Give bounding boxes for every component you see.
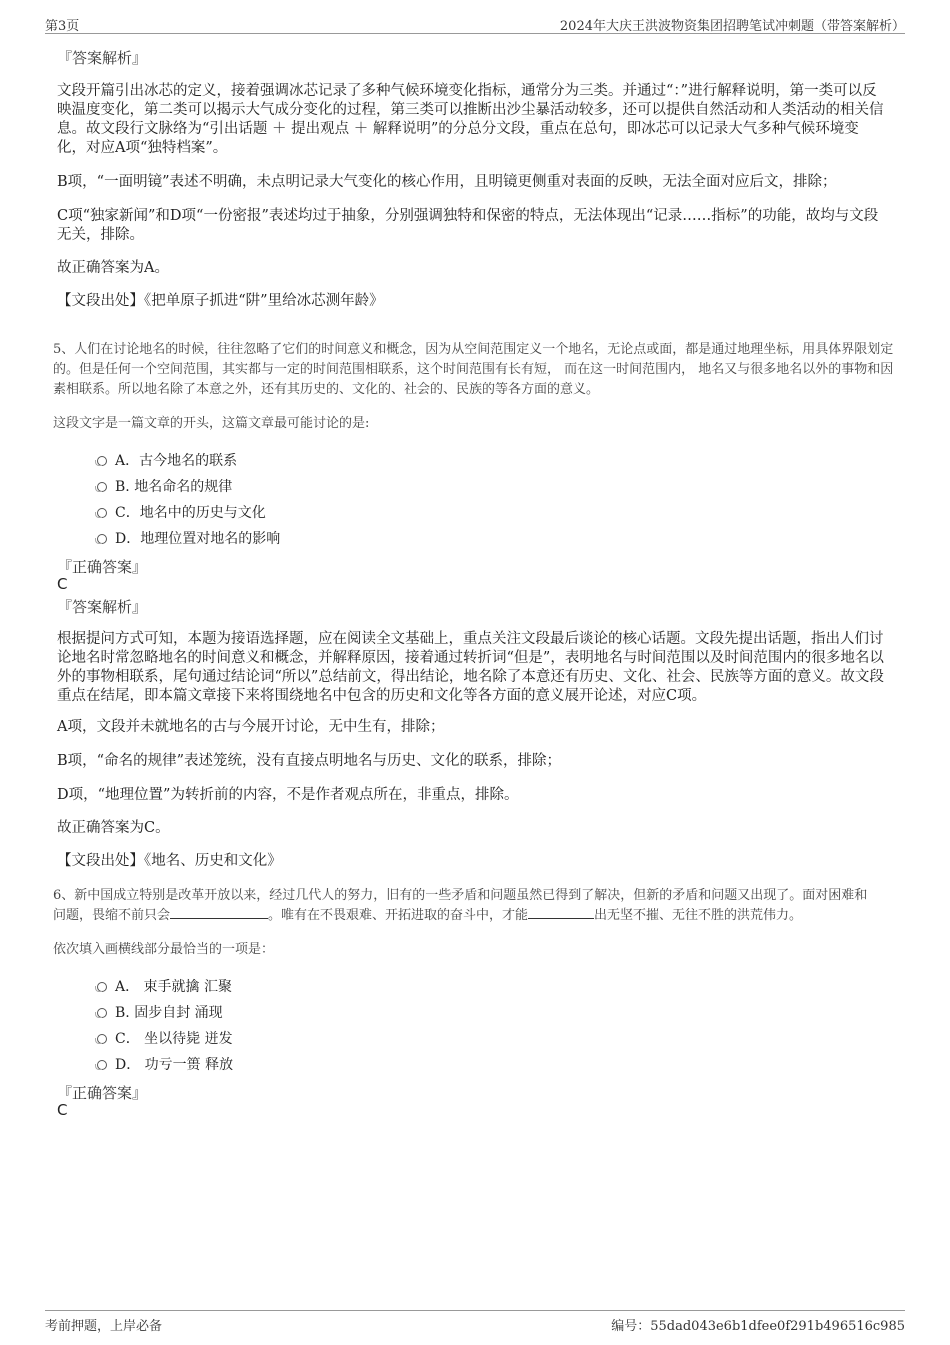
analysis-paragraph: D项，“地理位置”为转折前的内容，不是作者观点所在，非重点，排除。 [57,787,519,803]
option-d[interactable]: D． 功亏一篑 释放 [97,1054,233,1074]
correct-answer-label: 『正确答案』 [57,1084,148,1102]
question-stem: 6、新中国成立特别是改革开放以来，经过几代人的努力，旧有的一些矛盾和问题虽然已得到了解决，但新的矛盾和问题又出现了。面对困难和 问题，畏缩不前只会 。唯有在不畏艰难、开拓进取的奋斗中，才能 出无坚不摧、无往不胜的洪荒伟力。 [53,888,868,923]
analysis-label: 『答案解析』 [57,598,148,616]
option-b[interactable]: B. 固步自封 涌现 [97,1002,223,1022]
fill-blank [528,906,594,919]
radio-icon[interactable] [97,982,107,992]
question-prompt: 这段文字是一篇文章的开头，这篇文章最可能讨论的是: [53,416,370,431]
analysis-paragraph: B项，“一面明镜”表述不明确，未点明记录大气变化的核心作用，且明镜更侧重对表面的反映，无法全面对应后文，排除； [57,174,837,190]
radio-icon[interactable] [97,508,107,518]
radio-icon[interactable] [97,534,107,544]
document-id: 编号：55dad043e6b1dfee0f291b496516c985 [611,1319,905,1334]
option-c[interactable]: C．地名中的历史与文化 [97,502,266,522]
option-a[interactable]: A．古今地名的联系 [97,450,237,470]
fill-blank [170,906,268,919]
option-d[interactable]: D．地理位置对地名的影响 [97,528,280,548]
correct-answer: C [57,1101,68,1119]
radio-icon[interactable] [97,1008,107,1018]
question-stem: 5、人们在讨论地名的时候，往往忽略了它们的时间意义和概念，因为从空间范围定义一个地名，无论点或面，都是通过地理坐标，用具体界限划定的。但是任何一个空间范围，其实都与一定的时间范围相联系，这个时间范围有长有短， 而在这一时间范围内， 地名又与很多地名以外的事物和因素相联系。所以地名除了本意之外，还有其历史的、文化的、社会的、民族的等各方面的意义。 [53,342,894,397]
analysis-paragraph: 文段开篇引出冰芯的定义，接着强调冰芯记录了多种气候环境变化指标，通常分为三类。并通过“：”进行解释说明，第一类可以反映温度变化，第二类可以揭示大气成分变化的过程，第三类可以推断出沙尘暴活动较多，还可以提供自然活动和人类活动的相关信息。故文段行文脉络为“引出话题 ＋ 提出观点 ＋ 解释说明”的分总分文段，重点在总句，即冰芯可以记录大气多种气候环境变化，对应A项“独特档案”。 [57,83,884,156]
option-a[interactable]: A． 束手就擒 汇聚 [97,976,232,996]
radio-icon[interactable] [97,456,107,466]
page-header [45,13,905,34]
option-c[interactable]: C． 坐以待毙 迸发 [97,1028,233,1048]
correct-answer-label: 『正确答案』 [57,558,148,576]
question-prompt: 依次填入画横线部分最恰当的一项是： [53,942,275,957]
analysis-paragraph: B项，“命名的规律”表述笼统，没有直接点明地名与历史、文化的联系，排除； [57,753,561,769]
correct-answer: C [57,575,68,593]
radio-icon[interactable] [97,1060,107,1070]
radio-icon[interactable] [97,482,107,492]
analysis-paragraph: A项，文段并未就地名的古与今展开讨论，无中生有，排除； [57,719,445,735]
source-citation: 【文段出处】《把单原子抓进“阱”里给冰芯测年龄》 [57,293,384,309]
source-citation: 【文段出处】《地名、历史和文化》 [57,853,282,869]
radio-icon[interactable] [97,1034,107,1044]
analysis-paragraph: 故正确答案为C。 [57,820,170,836]
document-title: 2024年大庆王洪波物资集团招聘笔试冲刺题（带答案解析） [559,19,905,34]
analysis-paragraph: C项“独家新闻”和D项“一份密报”表述均过于抽象，分别强调独特和保密的特点，无法体现出“记录……指标”的功能，故均与文段无关，排除。 [57,208,879,243]
analysis-paragraph: 故正确答案为A。 [57,260,169,276]
page-number: 第3页 [45,19,80,34]
page-footer [45,1310,905,1333]
footer-slogan: 考前押题，上岸必备 [45,1319,163,1334]
analysis-paragraph: 根据提问方式可知，本题为接语选择题，应在阅读全文基础上，重点关注文段最后谈论的核心话题。文段先提出话题，指出人们讨论地名时常忽略地名的时间意义和概念，并解释原因，接着通过转折词“但是”，表明地名与时间范围以及时间范围内的很多地名以外的事物相联系，尾句通过结论词“所以”总结前文，得出结论，地名除了本意还有历史、文化、社会、民族等方面的意义。故文段重点在结尾，即本篇文章接下来将围绕地名中包含的历史和文化等各方面的意义展开论述，对应C项。 [57,631,884,704]
analysis-label: 『答案解析』 [57,49,148,67]
option-b[interactable]: B. 地名命名的规律 [97,476,232,496]
